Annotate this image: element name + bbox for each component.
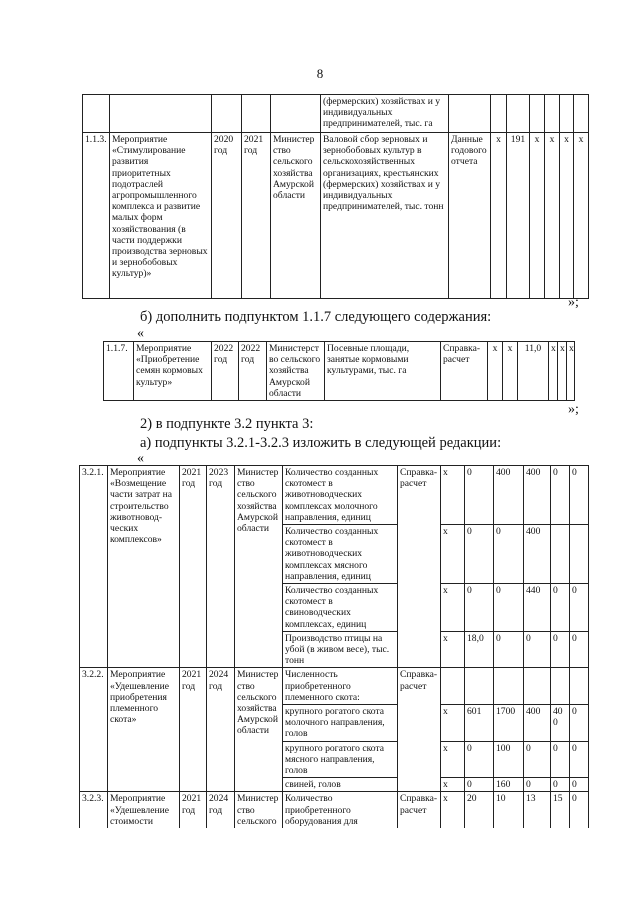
table-row	[83, 133, 589, 299]
value-cell: x	[491, 133, 507, 299]
value-cell: 0	[465, 778, 494, 792]
value-cell: x	[441, 778, 465, 792]
value-cell: 10	[494, 792, 524, 828]
table-subpoints-3-2	[79, 465, 589, 828]
end-year: 2022 год	[239, 342, 267, 401]
executor-cell: Министерство сельского хозяйства Амурской области	[235, 466, 283, 668]
value-cell: 0	[551, 466, 570, 525]
indicator-cell: крупного рогатого скота молочного направления, голов	[283, 705, 398, 742]
end-year: 2024 год	[207, 792, 235, 828]
value-cell: 20	[465, 792, 494, 828]
source-cell: Данные годового отчета	[449, 133, 491, 299]
value-cell: 0	[570, 705, 589, 742]
value-cell: 0	[524, 741, 551, 778]
value-cell: 0	[465, 741, 494, 778]
indicator-cell: (фермерских) хозяйствах и у индивидуальных предпринимателей, тыс. га	[321, 95, 449, 133]
table-row	[80, 466, 589, 525]
value-cell: 400	[551, 705, 570, 742]
indicator-cell: Производство птицы на убой (в живом весе), тыс. тонн	[283, 631, 398, 668]
indicator-cell: Численность приобретенного племенного скота:	[283, 668, 398, 705]
value-cell: 191	[507, 133, 530, 299]
value-cell: 15	[551, 792, 570, 828]
end-year: 2023 год	[207, 466, 235, 668]
value-cell	[551, 525, 570, 584]
row-number: 3.2.3.	[80, 792, 108, 828]
value-cell: 13	[524, 792, 551, 828]
end-year: 2024 год	[207, 668, 235, 792]
executor-cell: Министерство сельского	[235, 792, 283, 828]
indicator-cell: Количество созданных скотомест в свиноводческих комплексах, единиц	[283, 584, 398, 632]
executor-cell: Министерство сельского хозяйства Амурской области	[271, 133, 321, 299]
value-cell: 0	[570, 584, 589, 632]
value-cell: 0	[570, 741, 589, 778]
source-cell: Справка-расчет	[398, 466, 441, 668]
value-cell: 0	[494, 525, 524, 584]
row-number: 1.1.3.	[83, 133, 110, 299]
start-year: 2020 год	[212, 133, 242, 299]
value-cell	[570, 525, 589, 584]
amendment-text: 2) в подпункте 3.2 пункта 3:	[140, 416, 314, 432]
value-cell: x	[545, 133, 560, 299]
value-cell: x	[574, 133, 589, 299]
indicator-cell: крупного рогатого скота мясного направления, голов	[283, 741, 398, 778]
start-year: 2022 год	[212, 342, 239, 401]
value-cell: 0	[570, 466, 589, 525]
value-cell: x	[441, 631, 465, 668]
event-cell: Мероприятие «Приобретение семян кормовых культур»	[134, 342, 212, 401]
value-cell: 0	[570, 778, 589, 792]
row-number: 1.1.7.	[104, 342, 134, 401]
value-cell: 440	[524, 584, 551, 632]
value-cell: x	[503, 342, 518, 401]
amendment-text: а) подпункты 3.2.1-3.2.3 изложить в следующей редакции:	[140, 435, 502, 451]
end-year: 2021 год	[242, 133, 271, 299]
value-cell: 601	[465, 705, 494, 742]
event-cell: Мероприятие «Удешевление стоимости	[108, 792, 180, 828]
event-cell: Мероприятие «Стимулирование развития приоритетных подотраслей агропромышленного комплекса и развитие малых форм хозяйствования (в части поддержки производства зерновых и зернобобовых культур)»	[110, 133, 212, 299]
value-cell: 11,0	[518, 342, 549, 401]
table-subpoint-1-1-7	[103, 341, 575, 401]
value-cell: x	[441, 466, 465, 525]
table-row	[104, 342, 575, 401]
source-cell: Справка-расчет	[398, 792, 441, 828]
indicator-cell: свиней, голов	[283, 778, 398, 792]
value-cell: 0	[465, 466, 494, 525]
row-number: 3.2.1.	[80, 466, 108, 668]
value-cell: 0	[551, 584, 570, 632]
start-year: 2021 год	[180, 466, 207, 668]
page-number: 8	[316, 66, 324, 81]
value-cell: 0	[494, 584, 524, 632]
closing-quote: »;	[568, 295, 579, 310]
value-cell: x	[530, 133, 545, 299]
value-cell: 400	[494, 466, 524, 525]
value-cell: 160	[494, 778, 524, 792]
opening-quote: «	[137, 451, 144, 466]
value-cell: x	[441, 792, 465, 828]
indicator-cell: Количество созданных скотомест в животноводческих комплексах мясного направления, единиц	[283, 525, 398, 584]
table-row	[80, 792, 589, 828]
value-cell: 0	[551, 631, 570, 668]
table-row	[83, 95, 589, 133]
source-cell: Справка-расчет	[398, 668, 441, 792]
value-cell: x	[441, 584, 465, 632]
value-cell: 0	[551, 741, 570, 778]
value-cell: x	[441, 525, 465, 584]
value-cell: x	[567, 342, 575, 401]
closing-quote: »;	[568, 402, 579, 417]
value-cell: 0	[524, 778, 551, 792]
table-continuation	[82, 94, 589, 299]
value-cell: 0	[465, 525, 494, 584]
start-year: 2021 год	[180, 792, 207, 828]
value-cell: x	[441, 741, 465, 778]
value-cell: 100	[494, 741, 524, 778]
event-cell: Мероприятие «Удешевление приобретения племенного скота»	[108, 668, 180, 792]
value-cell: x	[549, 342, 558, 401]
value-cell: 0	[494, 631, 524, 668]
executor-cell: Министерство сельского хозяйства Амурской области	[267, 342, 325, 401]
indicator-cell: Количество приобретенного оборудования для	[283, 792, 398, 828]
value-cell: 400	[524, 705, 551, 742]
value-cell: 400	[524, 525, 551, 584]
value-cell: 0	[524, 631, 551, 668]
value-cell: 0	[465, 584, 494, 632]
value-cell: 400	[524, 466, 551, 525]
value-cell: x	[560, 133, 574, 299]
indicator-cell: Валовой сбор зерновых и зернобобовых культур в сельскохозяйственных организациях, крестьянских (фермерских) хозяйствах и у индивидуальных предпринимателей, тыс. тонн	[321, 133, 449, 299]
indicator-cell: Количество созданных скотомест в животноводческих комплексах молочного направления, единиц	[283, 466, 398, 525]
value-cell: 0	[570, 792, 589, 828]
indicator-cell: Посевные площади, занятые кормовыми культурами, тыс. га	[325, 342, 441, 401]
amendment-text: б) дополнить подпунктом 1.1.7 следующего содержания:	[140, 309, 492, 325]
row-number: 3.2.2.	[80, 668, 108, 792]
event-cell: Мероприятие «Возмещение части затрат на строительство животновод-ческих комплексов»	[108, 466, 180, 668]
value-cell: x	[488, 342, 503, 401]
opening-quote: «	[137, 326, 144, 341]
value-cell: 0	[551, 778, 570, 792]
value-cell: x	[558, 342, 567, 401]
value-cell: 18,0	[465, 631, 494, 668]
value-cell: x	[441, 705, 465, 742]
value-cell: 1700	[494, 705, 524, 742]
start-year: 2021 год	[180, 668, 207, 792]
table-row	[80, 668, 589, 705]
executor-cell: Министерство сельского хозяйства Амурской области	[235, 668, 283, 792]
source-cell: Справка-расчет	[441, 342, 488, 401]
value-cell: 0	[570, 631, 589, 668]
